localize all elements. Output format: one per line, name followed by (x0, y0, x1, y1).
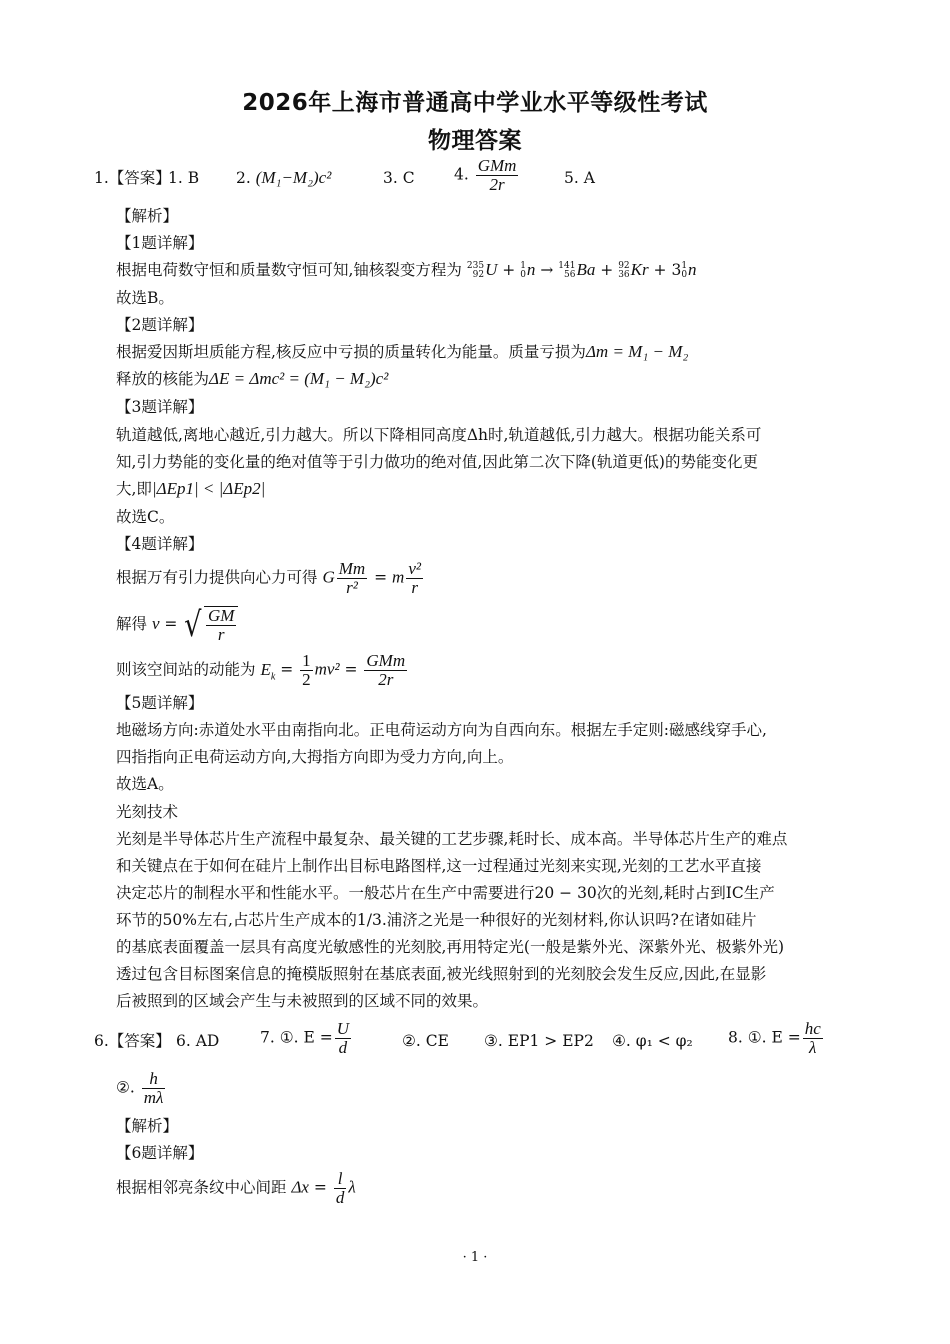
detail-1-text: 根据电荷数守恒和质量数守恒可知,铀核裂变方程为 235 92U + 1 0n → 141 56Ba + 92 36Kr + 31 0n (116, 260, 697, 280)
answer-prefix-2: 6.【答案】 (94, 1032, 171, 1050)
answer-row-2 (94, 1019, 894, 1064)
answer-5: 5. A (564, 169, 595, 187)
passage-line-6: 透过包含目标图案信息的掩模版照射在基底表面,被光线照射到的光刻胶会发生反应,因此,在显影 (116, 965, 767, 983)
passage-line-4: 环节的50%左右,占芯片生产成本的1/3.浦济之光是一种很好的光刻材料,你认识吗?在诸如硅片 (116, 911, 757, 929)
page-title: 2026年上海市普通高中学业水平等级性考试 (242, 90, 708, 116)
answer-row-1 (94, 156, 794, 199)
answer-prefix: 1.【答案】 (94, 169, 171, 187)
passage-line-3: 决定芯片的制程水平和性能水平。一般芯片在生产中需要进行20 − 30次的光刻,耗时占到IC生产 (116, 884, 775, 902)
answer-3: 3. C (383, 169, 415, 187)
detail-4-heading: 【4题详解】 (116, 535, 204, 553)
fission-equation: 235 92U + 1 0n → 141 56Ba + 92 36Kr + 31 0n (466, 260, 697, 280)
answer-7-2: ②. CE (402, 1032, 449, 1050)
analysis-heading-2: 【解析】 (116, 1117, 179, 1135)
answer-2: 2. (M₁−M₂)c² (236, 168, 332, 187)
detail-3-p3: 大,即|ΔEp1| < |ΔEp2| (116, 479, 266, 498)
detail-2-heading: 【2题详解】 (116, 316, 204, 334)
answer-4: 4. $\frac{\text{GMm}}{2r}$ (454, 156, 517, 194)
answer-1: 1. B (168, 169, 200, 187)
detail-1-choice: 故选B。 (116, 289, 174, 307)
passage-line-2: 和关键点在于如何在硅片上制作出目标电路图样,这一过程通过光刻来实现,光刻的工艺水平直接 (116, 857, 762, 875)
detail-4-formula-2: 解得 v = √ $\frac{GM}{r}$ (116, 606, 238, 644)
detail-4-formula-1: 根据万有引力提供向心力可得 G $\frac{Mm}{\text{r²}}$ = m $\frac{\text{v²}}{r}$ (116, 559, 421, 597)
detail-3-heading: 【3题详解】 (116, 398, 204, 416)
answer-7-3: ③. EP1 > EP2 (484, 1032, 594, 1050)
detail-2-text2: 释放的核能为ΔE = Δmc² = (M₁ − M₂)c² (116, 369, 389, 388)
analysis-heading: 【解析】 (116, 207, 179, 225)
detail-5-p2: 四指指向正电荷运动方向,大拇指方向即为受力方向,向上。 (116, 748, 514, 766)
detail-5-heading: 【5题详解】 (116, 694, 204, 712)
detail-3-p1: 轨道越低,离地心越近,引力越大。所以下降相同高度Δh时,轨道越低,引力越大。根据功能关系可 (116, 426, 762, 444)
passage-line-5: 的基底表面覆盖一层具有高度光敏感性的光刻胶,再用特定光(一般是紫外光、深紫外光、极紫外光) (116, 938, 785, 956)
answer-7-4: ④. φ₁ < φ₂ (612, 1032, 693, 1050)
detail-5-choice: 故选A。 (116, 775, 174, 793)
detail-3-p2: 知,引力势能的变化量的绝对值等于引力做功的绝对值,因此第二次下降(轨道更低)的势能变化更 (116, 453, 758, 471)
detail-1-heading: 【1题详解】 (116, 234, 204, 252)
passage-line-7: 后被照到的区域会产生与未被照到的区域不同的效果。 (116, 992, 489, 1010)
passage-line-1: 光刻是半导体芯片生产流程中最复杂、最关键的工艺步骤,耗时长、成本高。半导体芯片生产的难点 (116, 830, 788, 848)
detail-6-heading: 【6题详解】 (116, 1144, 204, 1162)
page-number: · 1 · (462, 1250, 488, 1265)
detail-6-text: 根据相邻亮条纹中心间距 Δx = $\frac{l}{d}$ λ (116, 1169, 356, 1207)
answer-8-2: ②. $\frac{h}{m\lambda}$ (116, 1069, 164, 1107)
passage-title: 光刻技术 (116, 803, 179, 821)
detail-3-choice: 故选C。 (116, 508, 175, 526)
page-subtitle: 物理答案 (428, 128, 522, 154)
detail-5-p1: 地磁场方向:赤道处水平由南指向北。正电荷运动方向为自西向东。根据左手定则:磁感线穿手心, (116, 721, 767, 739)
detail-2-text: 根据爱因斯坦质能方程,核反应中亏损的质量转化为能量。质量亏损为Δm = M₁ − M₂ (116, 342, 689, 361)
detail-4-formula-3: 则该空间站的动能为 $E_k$ = $\frac{1}{2}$ mv² = $\frac{\text{GMm}}{2r}$ (116, 651, 406, 689)
answer-8-1: 8. ①. E = $\frac{hc}{\lambda}$ (728, 1019, 821, 1057)
answer-6: 6. AD (176, 1032, 220, 1050)
answer-7-1: 7. ①. E = $\frac{U}{d}$ (260, 1019, 349, 1057)
